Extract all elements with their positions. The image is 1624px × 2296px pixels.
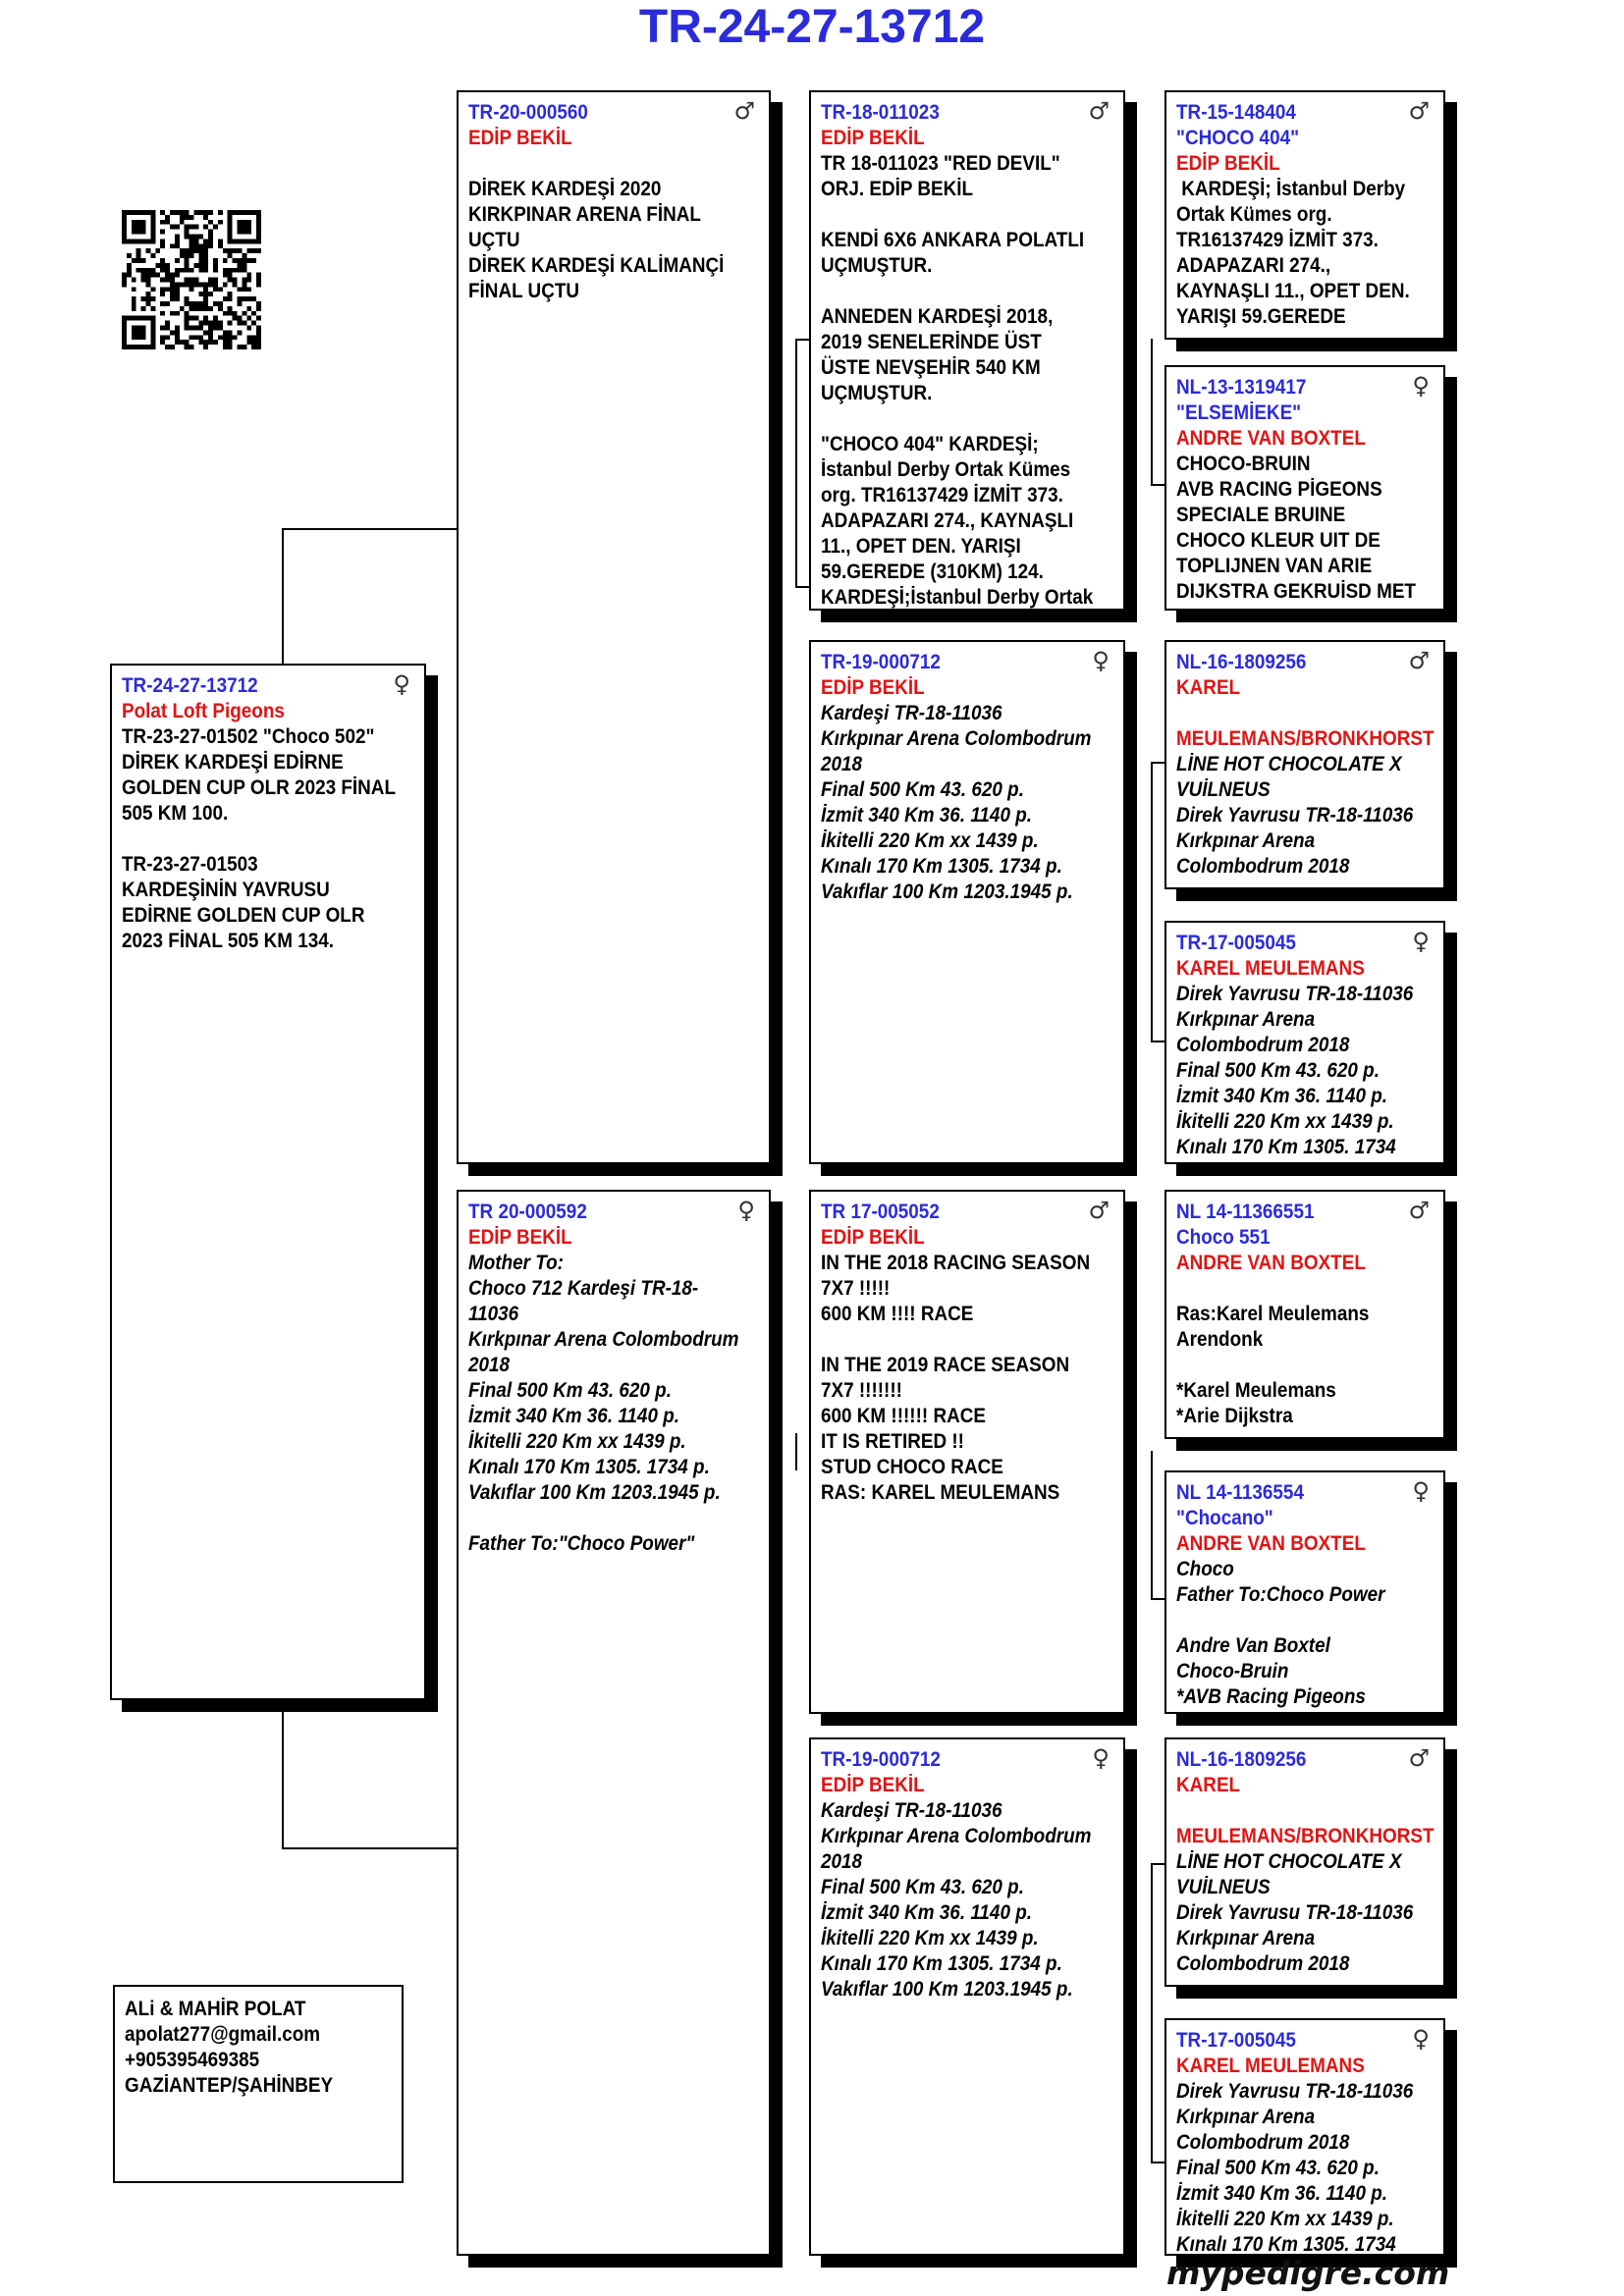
ancestor-owner: ANDRE VAN BOXTEL — [1176, 1252, 1366, 1274]
ancestor-ring: NL 14-1136554 — [1176, 1481, 1304, 1504]
dam-card[interactable] — [457, 1190, 771, 2256]
ancestor-owner: EDİP BEKİL — [821, 676, 925, 699]
ancestor-card-3[interactable] — [1164, 640, 1445, 889]
male-icon: ♂ — [1408, 1744, 1430, 1772]
subject-card[interactable] — [110, 664, 426, 1700]
subject-notes: TR-23-27-01502 "Choco 502" DİREK KARDEŞİ EDİRNE GOLDEN CUP OLR 2023 FİNAL 505 KM 100. TR-23-27-01503 KARDEŞİNİN YAVRUSU EDİRNE GOLDEN CUP OLR 2023 FİNAL 505 KM 134. — [122, 725, 396, 952]
ancestor-card-1[interactable] — [1164, 90, 1445, 340]
ancestor-notes: LİNE HOT CHOCOLATE X VUİLNEUS Direk Yavrusu TR-18-11036 Kırkpınar Arena Colombodrum 2018 — [1176, 1850, 1414, 1975]
ancestor-notes: IN THE 2018 RACING SEASON 7X7 !!!!! 600 KM !!!! RACE IN THE 2019 RACE SEASON 7X7 !!!!!!! 600 KM !!!!!! RACE IT IS RETIRED !! STUD CHOCO RACE RAS: KAREL MEULEMANS — [821, 1252, 1091, 1504]
ancestor-nickname: Choco 551 — [1176, 1226, 1271, 1249]
contact-city: GAZİANTEP/ŞAHİNBEY — [125, 2074, 334, 2097]
ancestor-ring: NL-16-1809256 — [1176, 1748, 1307, 1771]
sire-card[interactable] — [457, 90, 771, 1164]
sire-owner: EDİP BEKİL — [468, 127, 572, 149]
ancestor-card-5[interactable] — [1164, 1190, 1445, 1439]
ancestor-ring: TR-19-000712 — [821, 1748, 941, 1771]
dam-notes: Mother To: Choco 712 Kardeşi TR-18- 11036 Kırkpınar Arena Colombodrum 2018 Final 500 Km 43. 620 p. İzmit 340 Km 36. 1140 p. İkitelli 220 Km xx 1439 p. Kınalı 170 Km 1305. 1734 p. Vakıflar 100 Km 1203.1945 p. Father To:"Choco Power" — [468, 1252, 739, 1555]
ancestor-owner: ANDRE VAN BOXTEL — [1176, 1532, 1366, 1555]
ancestor-owner: KAREL MEULEMANS/BRONKHORST — [1176, 1774, 1435, 1847]
ancestor-notes: Ras:Karel Meulemans Arendonk *Karel Meulemans *Arie Dijkstra — [1176, 1303, 1370, 1427]
ancestor-owner: EDİP BEKİL — [821, 1774, 925, 1796]
female-icon: ♀ — [393, 670, 410, 698]
ancestor-nickname: "ELSEMİEKE" — [1176, 401, 1302, 424]
ancestor-ring: TR-18-011023 — [821, 101, 940, 124]
ancestor-owner: EDİP BEKİL — [821, 127, 925, 149]
granddam-paternal-card[interactable] — [809, 640, 1125, 1164]
ancestor-ring: NL-16-1809256 — [1176, 651, 1307, 673]
female-icon: ♀ — [1412, 2025, 1430, 2053]
female-icon: ♀ — [1092, 647, 1110, 674]
male-icon: ♂ — [1408, 97, 1430, 125]
ancestor-nickname: "CHOCO 404" — [1176, 127, 1300, 149]
ancestor-nickname: "Chocano" — [1176, 1507, 1273, 1529]
grandsire-paternal-card[interactable] — [809, 90, 1125, 611]
ancestor-card-6[interactable] — [1164, 1470, 1445, 1714]
ancestor-card-8[interactable] — [1164, 2018, 1445, 2256]
ancestor-card-7[interactable] — [1164, 1737, 1445, 1987]
contact-name: ALi & MAHİR POLAT — [125, 1998, 306, 2020]
male-icon: ♂ — [733, 97, 755, 125]
ancestor-notes: Direk Yavrusu TR-18-11036 Kırkpınar Arena Colombodrum 2018 Final 500 Km 43. 620 p. İzmit 340 Km 36. 1140 p. İkitelli 220 Km xx 1439 p. Kınalı 170 Km 1305. 1734 — [1176, 983, 1414, 1158]
male-icon: ♂ — [1408, 1197, 1430, 1224]
grandsire-maternal-card[interactable] — [809, 1190, 1125, 1714]
subject-owner: Polat Loft Pigeons — [122, 700, 285, 722]
ancestor-owner: KAREL MEULEMANS — [1176, 2055, 1365, 2077]
female-icon: ♀ — [1412, 1477, 1430, 1505]
contact-phone[interactable]: +905395469385 — [125, 2049, 260, 2071]
granddam-maternal-card[interactable] — [809, 1737, 1125, 2256]
ancestor-card-4[interactable] — [1164, 921, 1445, 1164]
ancestor-ring: NL 14-11366551 — [1176, 1201, 1315, 1223]
dam-owner: EDİP BEKİL — [468, 1226, 572, 1249]
female-icon: ♀ — [1412, 372, 1430, 400]
ancestor-ring: TR 17-005052 — [821, 1201, 940, 1223]
qr-code — [122, 202, 261, 357]
contact-email[interactable]: apolat277@gmail.com — [125, 2023, 321, 2046]
male-icon: ♂ — [1408, 647, 1430, 674]
ancestor-ring: TR-17-005045 — [1176, 2029, 1296, 2052]
ancestor-notes: Kardeşi TR-18-11036 Kırkpınar Arena Colombodrum 2018 Final 500 Km 43. 620 p. İzmit 340 Km 36. 1140 p. İkitelli 220 Km xx 1439 p. Kınalı 170 Km 1305. 1734 p. Vakıflar 100 Km 1203.1945 p. — [821, 1799, 1092, 2001]
ancestor-ring: TR-15-148404 — [1176, 101, 1296, 124]
ancestor-notes: LİNE HOT CHOCOLATE X VUİLNEUS Direk Yavrusu TR-18-11036 Kırkpınar Arena Colombodrum 2018 — [1176, 753, 1414, 878]
female-icon: ♀ — [1092, 1744, 1110, 1772]
page-title: TR-24-27-13712 — [638, 1, 986, 53]
ancestor-notes: Choco Father To:Choco Power Andre Van Boxtel Choco-Bruin *AVB Racing Pigeons — [1176, 1558, 1385, 1708]
ancestor-ring: NL-13-1319417 — [1176, 376, 1307, 399]
ancestor-notes: Kardeşi TR-18-11036 Kırkpınar Arena Colombodrum 2018 Final 500 Km 43. 620 p. İzmit 340 Km 36. 1140 p. İkitelli 220 Km xx 1439 p. Kınalı 170 Km 1305. 1734 p. Vakıflar 100 Km 1203.1945 p. — [821, 702, 1092, 903]
sire-ring: TR-20-000560 — [468, 101, 588, 124]
site-watermark[interactable]: mypedigre.com — [1166, 2254, 1450, 2292]
ancestor-owner: KAREL MEULEMANS — [1176, 957, 1365, 980]
ancestor-owner: KAREL MEULEMANS/BRONKHORST — [1176, 676, 1435, 750]
ancestor-ring: TR-17-005045 — [1176, 932, 1296, 954]
ancestor-ring: TR-19-000712 — [821, 651, 941, 673]
ancestor-notes: Direk Yavrusu TR-18-11036 Kırkpınar Arena Colombodrum 2018 Final 500 Km 43. 620 p. İzmit 340 Km 36. 1140 p. İkitelli 220 Km xx 1439 p. Kınalı 170 Km 1305. 1734 — [1176, 2080, 1414, 2256]
ancestor-card-2[interactable] — [1164, 365, 1445, 611]
ancestor-notes: TR 18-011023 "RED DEVIL" ORJ. EDİP BEKİL KENDİ 6X6 ANKARA POLATLI UÇMUŞTUR. ANNEDEN KARDEŞİ 2018, 2019 SENELERİNDE ÜST ÜSTE NEVŞEHİR 540 KM UÇMUŞTUR. "CHOCO 404" KARDEŞİ; İstanbul Derby Ortak Kümes org. TR16137429 İZMİT 373. ADAPAZARI 274., KAYNAŞLI 11., OPET DEN. YARIŞI 59.GEREDE (310KM) 124. KARDEŞİ;İstanbul Derby Ortak — [821, 152, 1094, 609]
ancestor-owner: EDİP BEKİL — [1176, 152, 1280, 175]
contact-card — [113, 1985, 404, 2183]
female-icon: ♀ — [737, 1197, 755, 1224]
dam-ring: TR 20-000592 — [468, 1201, 587, 1223]
ancestor-notes: CHOCO-BRUIN AVB RACING PİGEONS SPECIALE BRUINE CHOCO KLEUR UIT DE TOPLIJNEN VAN ARIE DIJKSTRA GEKRUİSD MET — [1176, 453, 1416, 603]
subject-ring: TR-24-27-13712 — [122, 674, 258, 697]
ancestor-notes: KARDEŞİ; İstanbul Derby Ortak Kümes org. TR16137429 İZMİT 373. ADAPAZARI 274., KAYNAŞLI 11., OPET DEN. YARIŞI 59.GEREDE — [1176, 178, 1410, 328]
ancestor-owner: EDİP BEKİL — [821, 1226, 925, 1249]
ancestor-owner: ANDRE VAN BOXTEL — [1176, 427, 1366, 450]
female-icon: ♀ — [1412, 928, 1430, 955]
sire-notes: DİREK KARDEŞİ 2020 KIRKPINAR ARENA FİNAL UÇTU DİREK KARDEŞİ KALİMANÇİ FİNAL UÇTU — [468, 178, 725, 302]
male-icon: ♂ — [1088, 97, 1110, 125]
male-icon: ♂ — [1088, 1197, 1110, 1224]
